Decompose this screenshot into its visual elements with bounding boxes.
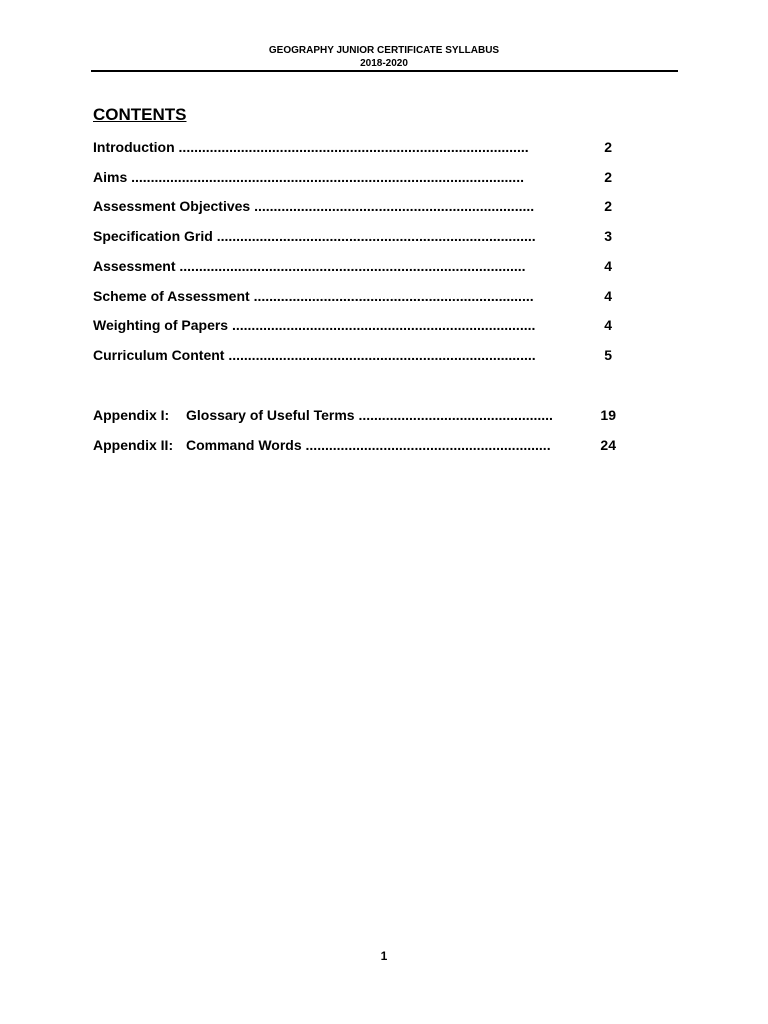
toc-entry-text: Glossary of Useful Terms xyxy=(186,407,355,423)
appendix-label: Appendix I: xyxy=(93,407,170,423)
toc-entry-page: 4 xyxy=(604,317,612,333)
toc-entry-assessment[interactable] xyxy=(93,258,620,276)
header-divider xyxy=(91,70,678,72)
toc-entry-page: 2 xyxy=(604,169,612,185)
toc-entry-page: 3 xyxy=(604,228,612,244)
toc-entry-page: 24 xyxy=(600,437,616,453)
toc-entry-assessment-objectives[interactable] xyxy=(93,198,620,216)
toc-entry-page: 2 xyxy=(604,198,612,214)
toc-entry-text: Assessment xyxy=(93,258,176,274)
toc-entry-page: 2 xyxy=(604,139,612,155)
toc-entry-page: 4 xyxy=(604,288,612,304)
toc-leader-dots: ........................................................................ xyxy=(254,198,535,214)
toc-entry-text: Command Words xyxy=(186,437,302,453)
toc-leader-dots: .............................................................................. xyxy=(231,317,536,333)
toc-leader-dots: .................................................................................. xyxy=(216,228,536,244)
contents-title: CONTENTS xyxy=(93,105,187,124)
toc-leader-dots: ............................................................... xyxy=(305,437,551,453)
toc-entry-text: Weighting of Papers xyxy=(93,317,229,333)
toc-entry-introduction[interactable] xyxy=(93,139,620,157)
toc-entry-scheme-of-assessment[interactable] xyxy=(93,288,620,306)
toc-leader-dots: ..................................................................................................... xyxy=(131,169,524,185)
toc-entry-text: Scheme of Assessment xyxy=(93,288,250,304)
toc-leader-dots: .................................................. xyxy=(358,407,553,423)
toc-entry-text: Specification Grid xyxy=(93,228,213,244)
header-title: GEOGRAPHY JUNIOR CERTIFICATE SYLLABUS xyxy=(268,45,500,56)
toc-leader-dots: ........................................................................ xyxy=(253,288,534,304)
toc-entry-page: 19 xyxy=(600,407,616,423)
toc-entry-page: 5 xyxy=(604,347,612,363)
toc-leader-dots: .......................................................................................... xyxy=(178,139,529,155)
header-years: 2018-2020 xyxy=(360,58,408,69)
toc-entry-text: Introduction xyxy=(93,139,175,155)
toc-entry-curriculum-content[interactable] xyxy=(93,347,620,365)
toc-leader-dots: ......................................................................................... xyxy=(179,258,526,274)
toc-leader-dots: ............................................................................... xyxy=(228,347,536,363)
toc-entry-text: Curriculum Content xyxy=(93,347,225,363)
toc-entry-text: Aims xyxy=(93,169,128,185)
appendix-label: Appendix II: xyxy=(93,437,174,453)
toc-entry-appendix-2[interactable] xyxy=(93,437,620,455)
toc-entry-text: Assessment Objectives xyxy=(93,198,251,214)
toc-entry-page: 4 xyxy=(604,258,612,274)
page-header xyxy=(0,44,768,70)
toc-entry-appendix-1[interactable] xyxy=(93,407,620,425)
toc-entry-weighting-of-papers[interactable] xyxy=(93,317,620,335)
page-number: 1 xyxy=(380,949,388,963)
toc-entry-aims[interactable] xyxy=(93,169,620,187)
toc-entry-specification-grid[interactable] xyxy=(93,228,620,246)
